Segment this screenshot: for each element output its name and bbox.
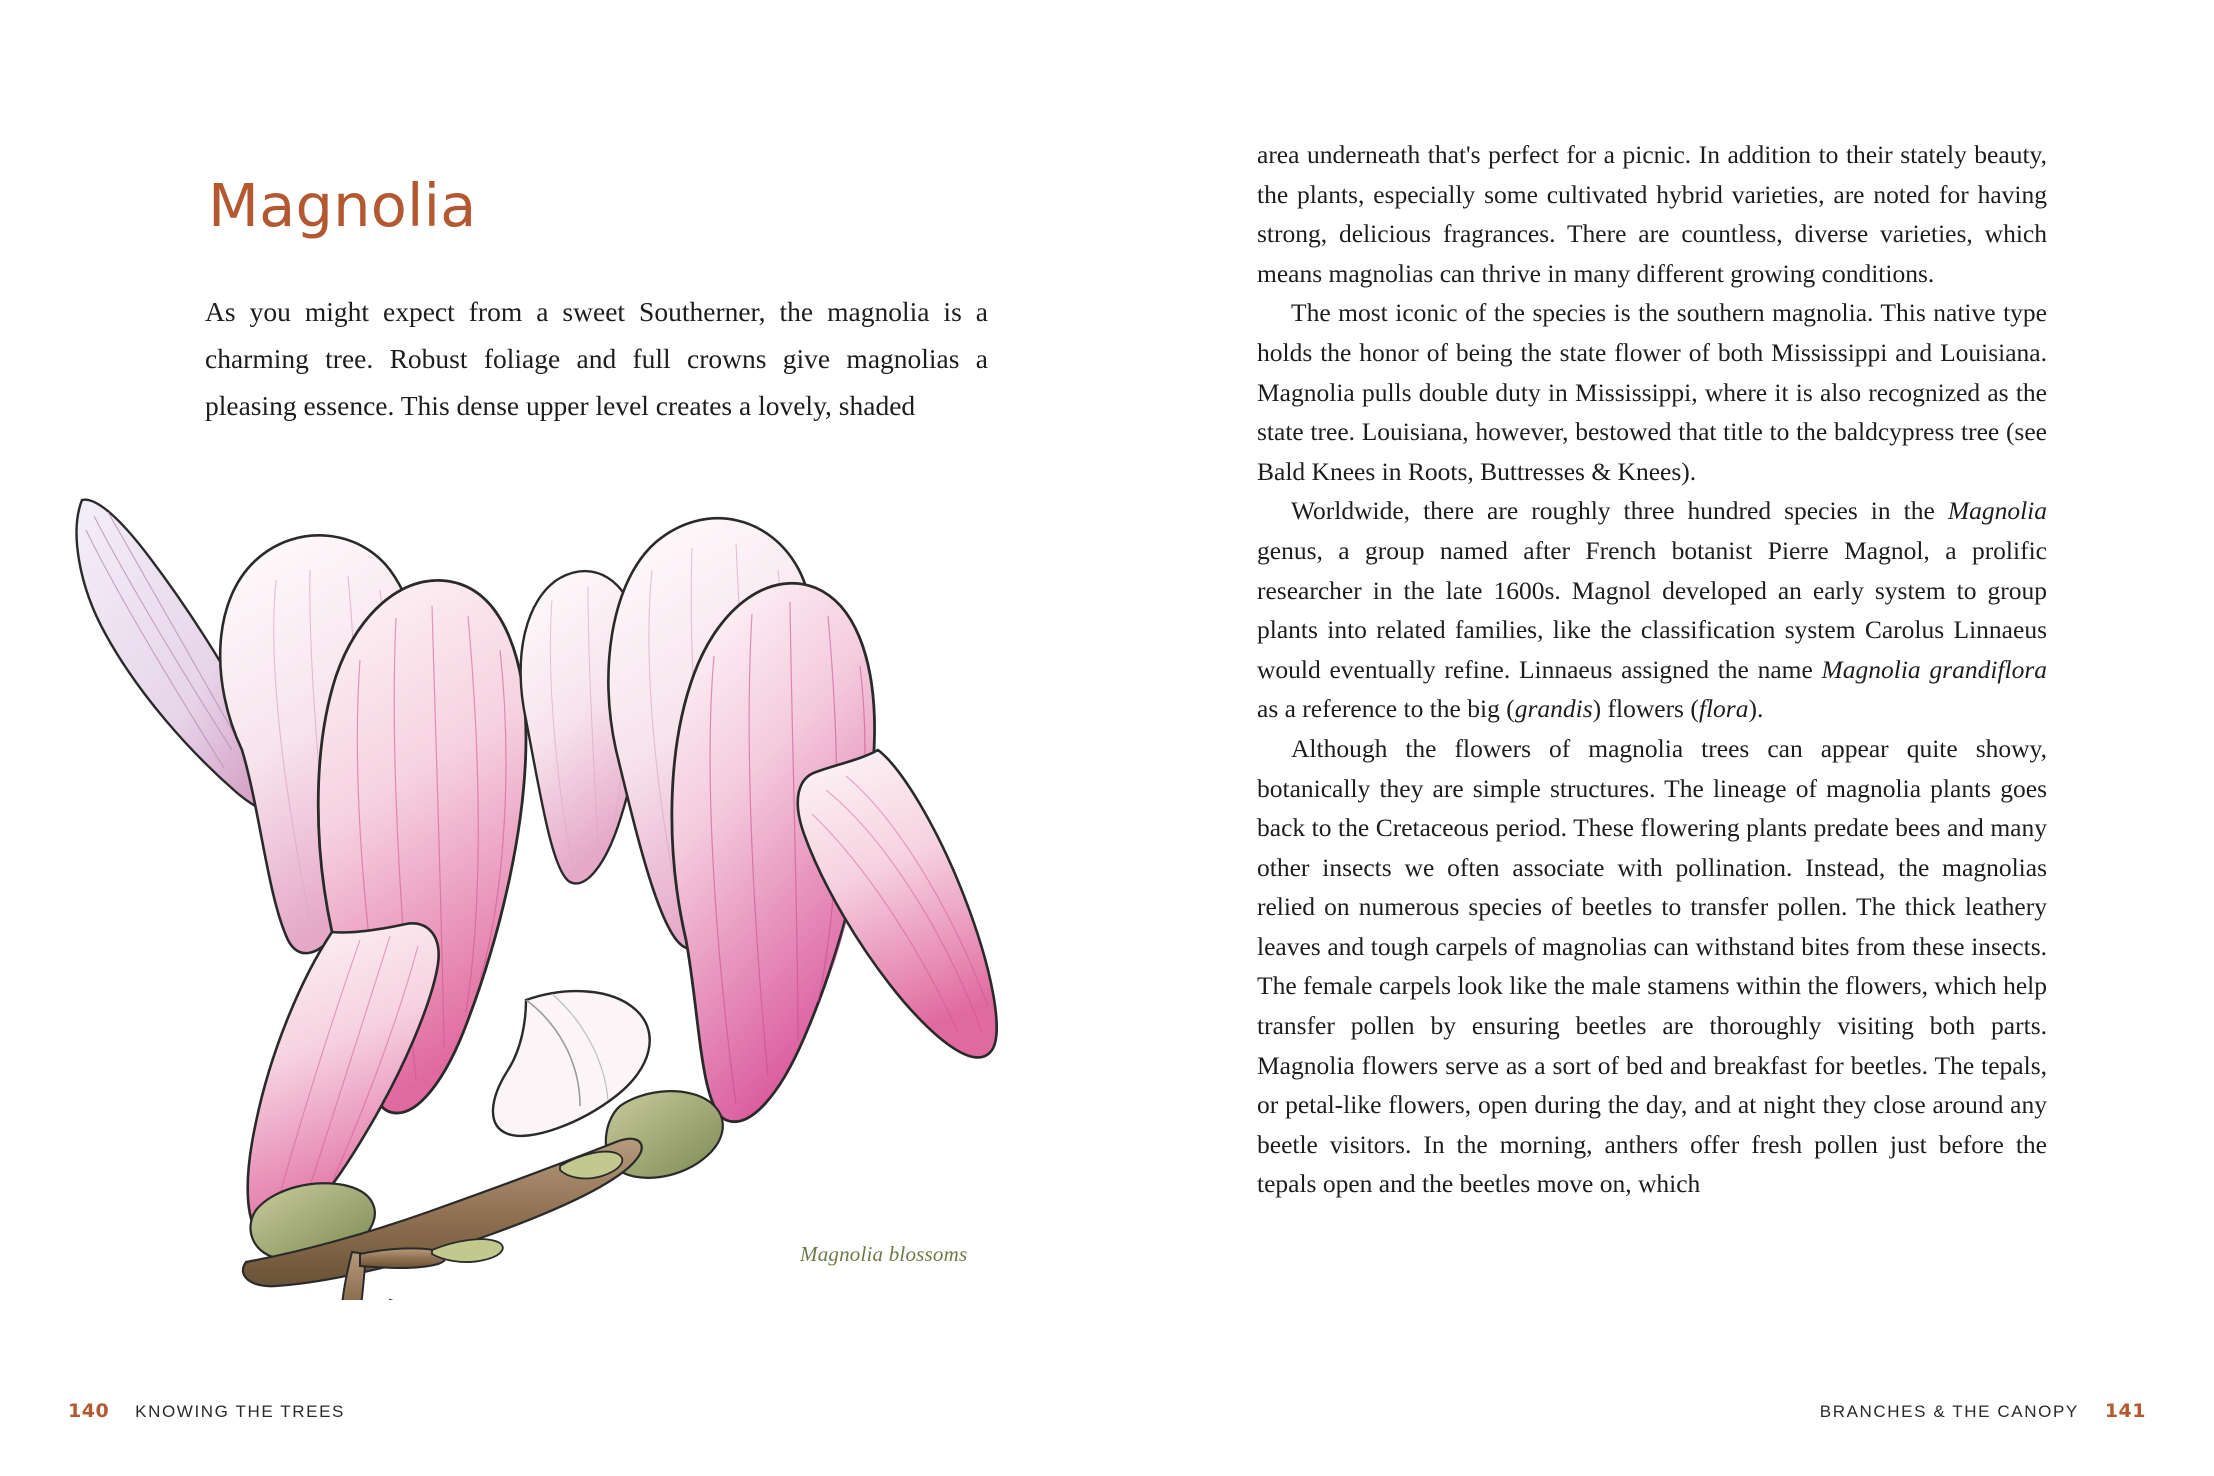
paragraph-3-part-a: Worldwide, there are roughly three hundred species in the xyxy=(1291,496,1948,526)
page-number-left: 140 xyxy=(68,1400,110,1422)
right-page xyxy=(1107,0,2214,1476)
body-text-column xyxy=(1257,135,2047,1204)
running-head-left: KNOWING THE TREES xyxy=(135,1402,345,1421)
left-page-footer xyxy=(68,1400,345,1422)
page-number-right: 141 xyxy=(2104,1400,2146,1422)
paragraph-1: area underneath that's perfect for a picnic. In addition to their stately beauty, the plants, especially some cultivated hybrid varieties, are noted for having strong, delicious fragrances. There are countless, diverse varieties, which means magnolias can thrive in many different growing conditions. xyxy=(1257,140,2047,288)
paragraph-3-part-c: as a reference to the big ( xyxy=(1257,694,1515,724)
running-head-right: BRANCHES & THE CANOPY xyxy=(1819,1402,2079,1421)
paragraph-2: The most iconic of the species is the southern magnolia. This native type holds the honor of being the state flower of both Mississippi and Louisiana. Magnolia pulls double duty in Mississippi, where it is also recognized as the state tree. Louisiana, however, bestowed that title to the baldcypress tree (see Bald Knees in Roots, Buttresses & Knees). xyxy=(1257,298,2047,486)
latin-word-flora: flora xyxy=(1698,694,1749,724)
paragraph-3-part-e: ). xyxy=(1748,694,1764,724)
page-title: Magnolia xyxy=(208,170,477,240)
paragraph-3-part-b: genus, a group named after French botanist Pierre Magnol, a prolific researcher in the late 1600s. Magnol developed an early system to group plants into related families, like the classification system Carolus Linnaeus would eventually refine. Linnaeus assigned the name xyxy=(1257,535,2047,684)
paragraph-3 xyxy=(1257,491,2047,729)
right-page-footer xyxy=(1820,1400,2146,1422)
magnolia-blossoms-illustration xyxy=(60,420,1060,1300)
paragraph-3-part-d: ) flowers ( xyxy=(1592,694,1699,724)
species-name-magnolia: Magnolia xyxy=(1947,496,2047,526)
species-name-magnolia-grandiflora: Magnolia grandiflora xyxy=(1821,654,2048,684)
intro-paragraph: As you might expect from a sweet Southerner, the magnolia is a charming tree. Robust foliage and full crowns give magnolias a pleasing essence. This dense upper level creates a lovely, shaded xyxy=(205,296,988,421)
illustration-caption: Magnolia blossoms xyxy=(800,1242,968,1266)
paragraph-4: Although the flowers of magnolia trees can appear quite showy, botanically they are simple structures. The lineage of magnolia plants goes back to the Cretaceous period. These flowering plants predate bees and many other insects we often associate with pollination. Instead, the magnolias relied on numerous species of beetles to transfer pollen. The thick leathery leaves and tough carpels of magnolias can withstand bites from these insects. The female carpels look like the male stamens within the flowers, which help transfer pollen by ensuring beetles are thoroughly visiting both parts. Magnolia flowers serve as a sort of bed and breakfast for beetles. The tepals, or petal-like flowers, open during the day, and at night they close around any beetle visitors. In the morning, anthers offer fresh pollen just before the tepals open and the beetles move on, which xyxy=(1257,733,2047,1199)
latin-word-grandis: grandis xyxy=(1514,694,1593,724)
